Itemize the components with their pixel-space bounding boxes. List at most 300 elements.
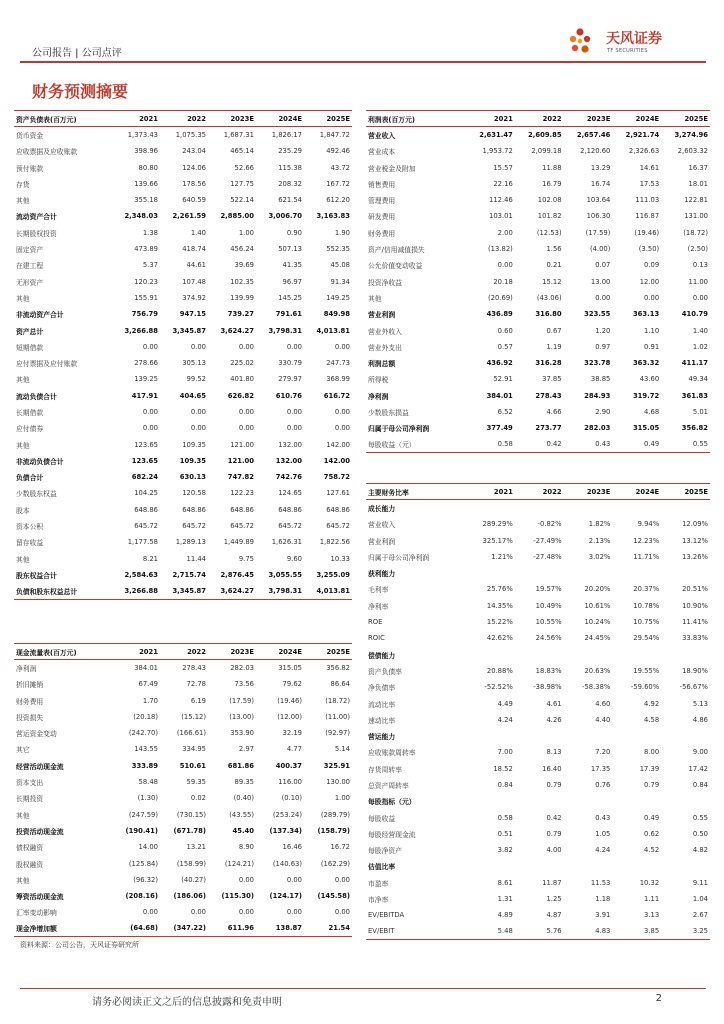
cell-value: 411.17 xyxy=(681,359,708,368)
cell-value: 0.00 xyxy=(334,908,350,917)
brand-logo xyxy=(566,24,716,60)
row-label: 营业利润 xyxy=(368,311,396,320)
cell-value: 507.13 xyxy=(278,245,302,254)
cell-value: 72.78 xyxy=(186,680,206,689)
cell-value: 235.29 xyxy=(278,147,302,156)
cell-value: (3.50) xyxy=(638,245,660,254)
table-row xyxy=(366,891,710,907)
cell-value: 648.86 xyxy=(134,505,158,514)
cell-value: 756.79 xyxy=(131,310,158,319)
cell-value: 17.39 xyxy=(639,764,660,773)
cell-value: 410.79 xyxy=(681,310,708,319)
table-row xyxy=(366,127,710,143)
row-label: 流动资产合计 xyxy=(16,213,57,222)
section-row xyxy=(366,858,710,874)
table-row xyxy=(366,809,710,825)
cell-value: 1.02 xyxy=(692,342,708,351)
cell-value: 436.92 xyxy=(486,359,513,368)
table-row xyxy=(14,176,352,192)
cell-value: 0.57 xyxy=(497,342,513,351)
cell-value: 0.79 xyxy=(546,780,562,789)
cell-value: 20.18 xyxy=(493,277,513,286)
cell-value: 1,822.56 xyxy=(319,538,350,547)
table-row xyxy=(366,842,710,858)
cell-value: 80.80 xyxy=(138,163,158,172)
cell-value: 1.38 xyxy=(142,228,158,237)
cell-value: (247.59) xyxy=(128,810,158,819)
table-row xyxy=(14,159,352,175)
cell-value: 167.72 xyxy=(326,179,350,188)
cell-value: 465.14 xyxy=(230,147,254,156)
cell-value: 1.21% xyxy=(491,552,513,561)
cell-value: 5.01 xyxy=(692,407,708,416)
cell-value: 323.78 xyxy=(584,359,611,368)
cell-value: 96.97 xyxy=(282,277,302,286)
cell-value: (92.97) xyxy=(325,729,350,738)
cell-value: 0.00 xyxy=(190,342,206,351)
cell-value: (242.70) xyxy=(128,729,158,738)
section-row xyxy=(366,646,710,662)
cell-value: 305.13 xyxy=(182,359,206,368)
row-label: 营业税金及附加 xyxy=(368,164,416,173)
cell-value: 0.00 xyxy=(334,342,350,351)
cell-value: 384.01 xyxy=(134,664,158,673)
row-label: 获利能力 xyxy=(368,570,396,579)
cell-value: 626.82 xyxy=(227,391,254,400)
cell-value: 45.40 xyxy=(232,826,254,835)
row-label: 无形资产 xyxy=(16,278,44,287)
cell-value: 11.41% xyxy=(682,618,708,627)
cash-flow-table xyxy=(14,643,352,937)
cell-value: 130.00 xyxy=(326,778,350,787)
cell-value: 4.87 xyxy=(546,911,562,920)
table-row xyxy=(14,502,352,518)
cell-value: 8.13 xyxy=(546,748,562,757)
cell-value: 4.58 xyxy=(644,715,660,724)
cell-value: 16.74 xyxy=(590,179,611,188)
cell-value: 2,261.59 xyxy=(172,212,206,221)
cell-value: 0.55 xyxy=(692,813,708,822)
cell-value: (124.17) xyxy=(269,892,302,901)
cell-value: 0.00 xyxy=(692,293,708,302)
cell-value: 3,798.31 xyxy=(256,583,304,599)
cell-value: 0.00 xyxy=(238,424,254,433)
cell-value: 0.00 xyxy=(238,908,254,917)
cell-value: 18.90% xyxy=(682,666,708,675)
row-label: 营业收入 xyxy=(368,132,396,141)
cell-value: -58.38% xyxy=(582,683,611,692)
row-label: 长期投资 xyxy=(16,795,44,804)
cell-value: 612.20 xyxy=(326,196,350,205)
row-label: 偿债能力 xyxy=(368,651,396,660)
cell-value: 225.02 xyxy=(230,359,254,368)
table-row xyxy=(14,551,352,567)
cell-value: 278.66 xyxy=(134,359,158,368)
cell-value: 0.00 xyxy=(190,424,206,433)
cell-value: 316.28 xyxy=(535,359,562,368)
cell-value: 5.48 xyxy=(466,924,515,940)
cell-value: 17.42 xyxy=(688,764,708,773)
cell-value: 1.04 xyxy=(692,895,708,904)
cell-value: 0.50 xyxy=(692,829,708,838)
cell-value: 0.00 xyxy=(142,908,158,917)
cell-value: 4.66 xyxy=(546,407,562,416)
cell-value: 645.72 xyxy=(278,522,302,531)
cell-value: 20.20% xyxy=(584,585,611,594)
table-row xyxy=(14,790,352,806)
cell-value: 7.20 xyxy=(595,748,611,757)
table-row xyxy=(366,306,710,322)
cell-value: 1,847.72 xyxy=(319,131,350,140)
footer-disclaimer: 请务必阅读正文之后的信息披露和免责申明 xyxy=(92,997,282,1008)
cell-value: 1.11 xyxy=(644,895,660,904)
cell-value: 0.00 xyxy=(142,342,158,351)
cell-value: (18.72) xyxy=(683,228,708,237)
cell-value: 4,013.81 xyxy=(304,583,352,599)
cell-value: 139.99 xyxy=(230,293,254,302)
table-row xyxy=(14,371,352,387)
cell-value: (13.82) xyxy=(488,245,513,254)
cell-value: 361.83 xyxy=(681,391,708,400)
cell-value: 1,626.31 xyxy=(271,538,302,547)
cell-value: 10.61% xyxy=(584,601,611,610)
cell-value: 1.10 xyxy=(644,326,660,335)
table-row xyxy=(14,855,352,871)
row-label: 货币资金 xyxy=(16,132,44,141)
cell-value: 120.23 xyxy=(134,277,158,286)
cell-value: 18.52 xyxy=(493,764,513,773)
row-label: 其他 xyxy=(16,294,30,303)
row-label: 其他 xyxy=(368,294,382,303)
cell-value: 13.29 xyxy=(590,163,611,172)
table-row xyxy=(366,322,710,338)
cell-value: 2,631.47 xyxy=(479,131,513,140)
cell-value: 2,348.03 xyxy=(124,212,158,221)
cell-value: (0.40) xyxy=(233,794,254,803)
cell-value: 11.53 xyxy=(590,878,611,887)
cell-value: 8.90 xyxy=(238,843,254,852)
table-row xyxy=(366,404,710,420)
cell-value: 0.00 xyxy=(238,342,254,351)
cell-value: 10.78% xyxy=(633,601,660,610)
row-label: 净负债率 xyxy=(368,684,396,693)
cell-value: 645.72 xyxy=(134,522,158,531)
cell-value: 10.90% xyxy=(682,601,708,610)
cell-value: 58.48 xyxy=(138,778,158,787)
cell-value: 289.29% xyxy=(482,520,513,529)
cell-value: (162.29) xyxy=(320,859,350,868)
row-label: 净利润 xyxy=(368,392,389,401)
cell-value: 0.79 xyxy=(644,780,660,789)
table-row xyxy=(366,159,710,175)
table-row xyxy=(366,225,710,241)
cell-value: 13.26% xyxy=(682,552,708,561)
cell-value: 3,266.88 xyxy=(112,583,160,599)
cell-value: 0.84 xyxy=(497,780,513,789)
cell-value: 16.40 xyxy=(542,764,562,773)
cell-value: 758.72 xyxy=(323,473,350,482)
row-label: 所得税 xyxy=(368,376,389,385)
table-row xyxy=(366,339,710,355)
row-label: 其他 xyxy=(16,376,30,385)
cell-value: 3,274.96 xyxy=(674,131,708,140)
cell-value: (13.00) xyxy=(229,712,254,721)
table-row xyxy=(14,355,352,371)
cell-value: 384.01 xyxy=(486,391,513,400)
year-header: 2024E xyxy=(256,111,304,127)
table-header-row xyxy=(14,644,352,660)
row-label: 长期借款 xyxy=(16,408,44,417)
cell-value: 648.86 xyxy=(182,505,206,514)
table-row xyxy=(14,823,352,839)
row-label: 流动负债合计 xyxy=(16,392,57,401)
cell-value: 630.13 xyxy=(179,473,206,482)
row-label: EV/EBITDA xyxy=(368,911,405,920)
cell-value: (64.68) xyxy=(112,921,160,937)
cell-value: (730.15) xyxy=(176,810,206,819)
row-label: 归属于母公司净利润 xyxy=(368,425,430,434)
row-label: ROE xyxy=(368,618,383,627)
cell-value: 645.72 xyxy=(230,522,254,531)
cell-value: 4.49 xyxy=(497,699,513,708)
table-row xyxy=(14,290,352,306)
cell-value: 4.82 xyxy=(692,846,708,855)
cell-value: 16.37 xyxy=(688,163,708,172)
year-header: 2022 xyxy=(515,484,564,500)
table-row xyxy=(14,469,352,485)
cell-value: 102.08 xyxy=(537,196,562,205)
cell-value: 1.19 xyxy=(546,342,562,351)
cell-value: 325.17% xyxy=(482,536,513,545)
cell-value: 106.30 xyxy=(586,212,611,221)
cell-value: 0.49 xyxy=(644,813,660,822)
cell-value: 13.00 xyxy=(590,277,611,286)
cell-value: (190.41) xyxy=(125,826,158,835)
cell-value: 104.25 xyxy=(134,489,158,498)
row-label: 资本公积 xyxy=(16,523,44,532)
cell-value: 123.65 xyxy=(131,456,158,465)
cell-value: 3.82 xyxy=(497,846,513,855)
cell-value: 5.13 xyxy=(692,699,708,708)
cell-value: 0.42 xyxy=(515,436,564,452)
cell-value: 739.27 xyxy=(227,310,254,319)
cell-value: 19.55% xyxy=(633,666,660,675)
cell-value: (158.79) xyxy=(317,826,350,835)
row-label: 存货 xyxy=(16,180,30,189)
cell-value: 86.64 xyxy=(330,680,350,689)
row-label: 其他 xyxy=(16,441,30,450)
cell-value: 243.04 xyxy=(182,147,206,156)
cell-value: (186.06) xyxy=(173,892,206,901)
cell-value: (4.00) xyxy=(589,245,611,254)
logo-icon xyxy=(566,24,602,60)
cell-value: 282.03 xyxy=(230,664,254,673)
cell-value: 330.79 xyxy=(278,359,302,368)
cell-value: 2,609.85 xyxy=(528,131,562,140)
table-row xyxy=(366,826,710,842)
table-row xyxy=(14,872,352,888)
cell-value: 142.00 xyxy=(326,440,350,449)
row-label: 营业外支出 xyxy=(368,343,402,352)
cell-value: (15.12) xyxy=(181,712,206,721)
row-label: 应付票据及应付账款 xyxy=(16,360,78,369)
data-source: 资料来源：公司公告，天风证券研究所 xyxy=(20,941,139,949)
cell-value: 122.23 xyxy=(230,489,254,498)
cell-value: 473.89 xyxy=(134,245,158,254)
row-label: 营业成本 xyxy=(368,148,396,157)
cell-value: 16.79 xyxy=(542,179,562,188)
cell-value: 39.69 xyxy=(234,261,254,270)
cell-value: 1.70 xyxy=(142,696,158,705)
cell-value: 0.09 xyxy=(644,261,660,270)
table-row xyxy=(14,741,352,757)
cell-value: 13.12% xyxy=(682,536,708,545)
cell-value: (19.46) xyxy=(277,696,302,705)
table-row xyxy=(14,208,352,224)
cell-value: 456.24 xyxy=(230,245,254,254)
row-label: 非流动负债合计 xyxy=(16,457,64,466)
cell-value: 44.61 xyxy=(186,261,206,270)
table-row xyxy=(366,176,710,192)
cell-value: (11.00) xyxy=(325,712,350,721)
cell-value: 14.61 xyxy=(639,163,660,172)
cell-value: (347.22) xyxy=(160,921,208,937)
row-label: 流动比率 xyxy=(368,700,396,709)
cell-value: 356.82 xyxy=(326,664,350,673)
cell-value: 4.40 xyxy=(595,715,611,724)
cell-value: (671.78) xyxy=(173,826,206,835)
cell-value: 316.80 xyxy=(535,310,562,319)
cell-value: 12.09% xyxy=(682,520,708,529)
cell-value: (12.00) xyxy=(277,712,302,721)
cell-value: 45.08 xyxy=(330,261,350,270)
table-row xyxy=(14,660,352,676)
cell-value: 32.19 xyxy=(282,729,302,738)
cell-value: 319.72 xyxy=(632,391,660,400)
row-label: 利润总额 xyxy=(368,360,396,369)
cell-value: 11.00 xyxy=(688,277,708,286)
row-label: EV/EBIT xyxy=(366,924,466,940)
cell-value: 278.43 xyxy=(535,391,562,400)
cell-value: 1,177.58 xyxy=(127,538,158,547)
table-row xyxy=(366,371,710,387)
cell-value: 0.00 xyxy=(286,875,302,884)
cell-value: 0.43 xyxy=(564,436,613,452)
cell-value: 11.88 xyxy=(542,163,562,172)
cell-value: 0.00 xyxy=(286,908,302,917)
cell-value: 10.75% xyxy=(633,618,660,627)
cell-value: 0.00 xyxy=(334,407,350,416)
cell-value: 3,345.87 xyxy=(172,326,206,335)
table-row xyxy=(14,273,352,289)
cell-value: 4.26 xyxy=(546,715,562,724)
cell-value: 2.00 xyxy=(497,228,513,237)
row-label: 市净率 xyxy=(368,896,389,905)
cell-value: 742.76 xyxy=(275,473,302,482)
table-row xyxy=(366,663,710,679)
cell-value: (289.79) xyxy=(320,810,350,819)
row-label: 其它 xyxy=(16,746,30,755)
cell-value: 648.86 xyxy=(230,505,254,514)
cell-value: (115.30) xyxy=(221,892,254,901)
cell-value: 16.46 xyxy=(282,843,302,852)
table-row xyxy=(366,273,710,289)
table-row xyxy=(14,127,352,143)
year-header: 2024E xyxy=(256,644,304,660)
cell-value: 112.46 xyxy=(489,196,513,205)
cell-value: 648.86 xyxy=(278,505,302,514)
cell-value: 4.89 xyxy=(497,911,513,920)
cell-value: 315.05 xyxy=(632,424,660,433)
cell-value: 22.16 xyxy=(493,179,513,188)
cell-value: 3.25 xyxy=(661,924,710,940)
cell-value: 15.57 xyxy=(493,163,513,172)
cell-value: 3.85 xyxy=(612,924,661,940)
cell-value: 0.55 xyxy=(661,436,710,452)
cell-value: 20.88% xyxy=(486,666,513,675)
cell-value: -56.67% xyxy=(679,683,708,692)
row-label: 营业外收入 xyxy=(368,327,402,336)
cell-value: 29.54% xyxy=(633,634,660,643)
row-label: 每股指标（元） xyxy=(368,798,416,807)
row-label: 营运资金变动 xyxy=(16,730,57,739)
cell-value: 1.40 xyxy=(692,326,708,335)
cell-value: 103.01 xyxy=(489,212,513,221)
cell-value: 6.52 xyxy=(497,407,513,416)
cell-value: 377.49 xyxy=(486,424,513,433)
cell-value: 101.82 xyxy=(537,212,562,221)
table-row xyxy=(366,712,710,728)
cell-value: 20.37% xyxy=(633,585,660,594)
row-label: 应收账款周转率 xyxy=(368,749,416,758)
table-row xyxy=(366,532,710,548)
cell-value: 59.35 xyxy=(186,778,206,787)
cell-value: 492.46 xyxy=(326,147,350,156)
cell-value: 0.00 xyxy=(286,342,302,351)
table-row xyxy=(14,904,352,920)
income-statement-table xyxy=(366,110,710,453)
cell-value: 3,624.27 xyxy=(220,326,254,335)
cell-value: 178.56 xyxy=(182,179,206,188)
table-row xyxy=(366,924,710,940)
cell-value: 1.56 xyxy=(546,245,562,254)
cell-value: 645.72 xyxy=(326,522,350,531)
table-row xyxy=(14,453,352,469)
cell-value: 4.61 xyxy=(546,699,562,708)
cell-value: 103.64 xyxy=(586,196,611,205)
cell-value: 325.91 xyxy=(323,761,350,770)
cell-value: 0.00 xyxy=(238,407,254,416)
cell-value: (0.10) xyxy=(281,794,302,803)
row-label: 营业利润 xyxy=(368,537,396,546)
row-label: ROIC xyxy=(368,634,385,643)
cell-value: 648.86 xyxy=(326,505,350,514)
table-row xyxy=(14,241,352,257)
row-label: 股权融资 xyxy=(16,860,44,869)
year-header: 2023E xyxy=(208,644,256,660)
cell-value: (20.69) xyxy=(488,293,513,302)
table-row xyxy=(366,516,710,532)
cell-value: 17.53 xyxy=(639,179,660,188)
cell-value: 10.49% xyxy=(535,601,562,610)
cell-value: 38.85 xyxy=(590,375,611,384)
cell-value: 208.32 xyxy=(278,179,302,188)
cell-value: 8.00 xyxy=(644,748,660,757)
cell-value: 14.35% xyxy=(486,601,513,610)
row-label: 营业收入 xyxy=(368,521,396,530)
table-row xyxy=(14,888,352,904)
row-label: 筹资活动现金流 xyxy=(16,893,64,902)
